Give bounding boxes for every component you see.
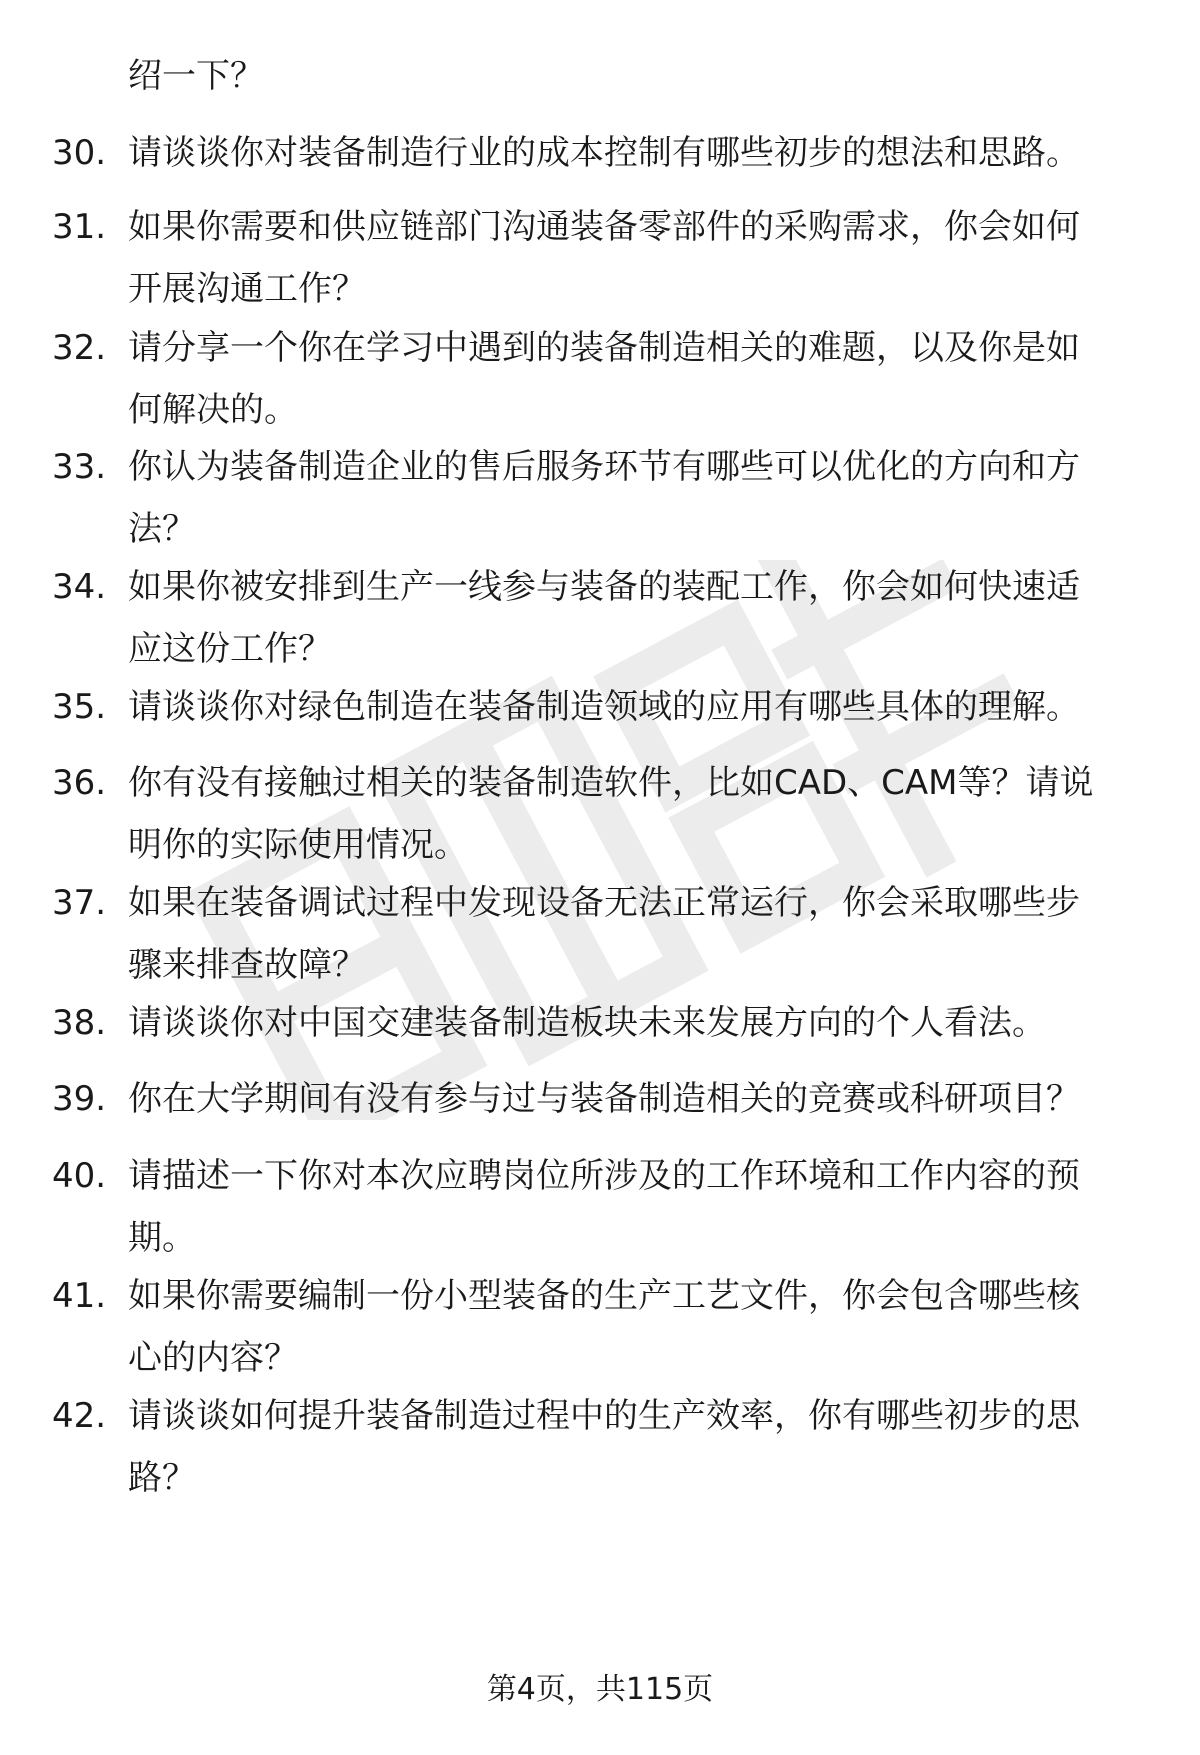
question-text: 你认为装备制造企业的售后服务环节有哪些可以优化的方向和方 法？	[128, 447, 1080, 549]
question-number: 41.	[52, 1276, 107, 1316]
question-text: 如果你需要和供应链部门沟通装备零部件的采购需求，你会如何 开展沟通工作？	[128, 207, 1080, 309]
question-text: 请谈谈你对绿色制造在装备制造领域的应用有哪些具体的理解。	[128, 687, 1080, 727]
question-number: 42.	[52, 1396, 107, 1436]
question-number: 36.	[52, 763, 107, 803]
question-text: 请描述一下你对本次应聘岗位所涉及的工作环境和工作内容的预 期。	[128, 1156, 1080, 1258]
question-number: 31.	[52, 207, 107, 247]
question-number: 40.	[52, 1156, 107, 1196]
continuation-text: 绍一下？	[128, 56, 264, 96]
question-number: 34.	[52, 567, 107, 607]
question-text: 你有没有接触过相关的装备制造软件，比如CAD、CAM等？请说 明你的实际使用情况。	[128, 763, 1094, 865]
question-number: 37.	[52, 883, 107, 923]
question-number: 32.	[52, 328, 107, 368]
question-text: 请谈谈如何提升装备制造过程中的生产效率，你有哪些初步的思 路？	[128, 1396, 1080, 1498]
question-number: 38.	[52, 1003, 107, 1043]
question-number: 30.	[52, 133, 107, 173]
question-text: 如果你被安排到生产一线参与装备的装配工作，你会如何快速适 应这份工作？	[128, 567, 1080, 669]
question-number: 35.	[52, 687, 107, 727]
question-text: 请分享一个你在学习中遇到的装备制造相关的难题，以及你是如 何解决的。	[128, 328, 1080, 430]
question-number: 39.	[52, 1079, 107, 1119]
question-text: 你在大学期间有没有参与过与装备制造相关的竞赛或科研项目？	[128, 1079, 1080, 1119]
question-number: 33.	[52, 447, 107, 487]
question-text: 如果你需要编制一份小型装备的生产工艺文件，你会包含哪些核 心的内容？	[128, 1276, 1080, 1378]
question-text: 请谈谈你对装备制造行业的成本控制有哪些初步的想法和思路。	[128, 133, 1080, 173]
question-text: 如果在装备调试过程中发现设备无法正常运行，你会采取哪些步 骤来排查故障？	[128, 883, 1080, 985]
question-text: 请谈谈你对中国交建装备制造板块未来发展方向的个人看法。	[128, 1003, 1046, 1043]
page-footer: 第4页，共115页	[486, 1672, 714, 1707]
